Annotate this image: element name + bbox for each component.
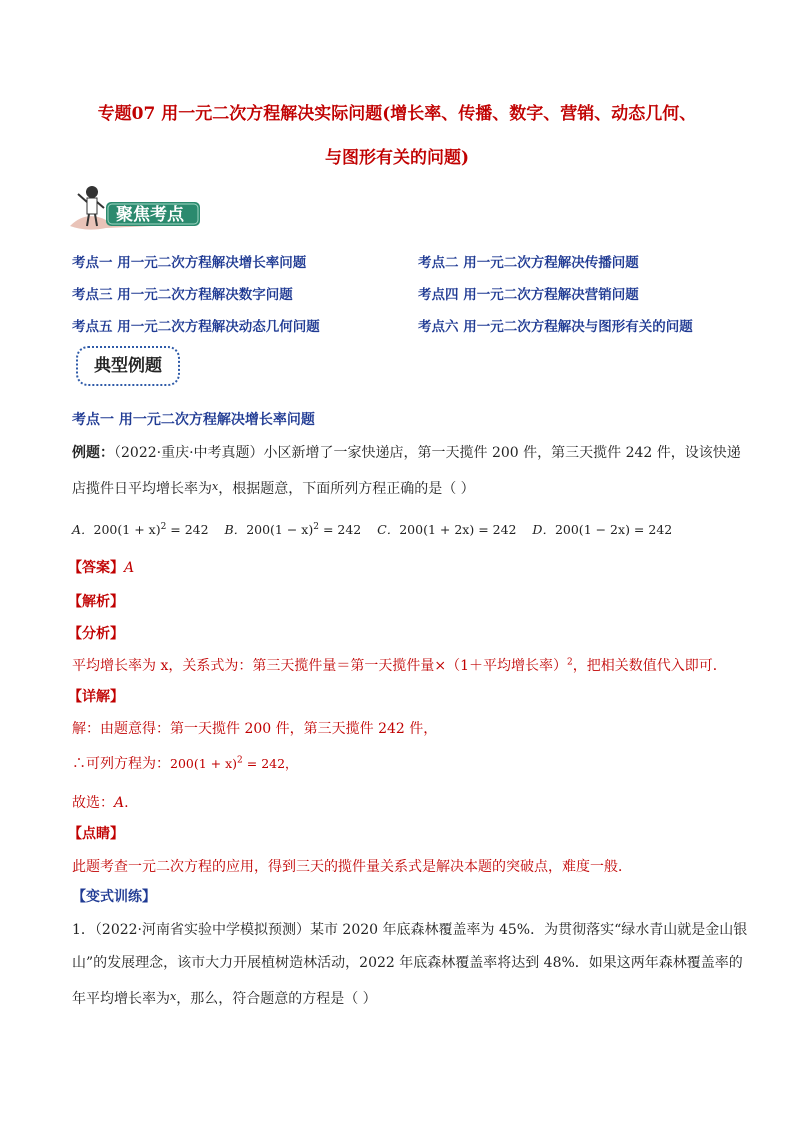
answer-value: A xyxy=(124,560,135,576)
xiangjie-line3 xyxy=(72,792,129,812)
xiangjie-line2 xyxy=(72,753,298,773)
option-a-label: A． xyxy=(72,522,94,537)
typical-examples-box: 典型例题 xyxy=(76,346,180,386)
xiangjie-eq: 200(1 + x) xyxy=(170,756,238,771)
xiangjie-line1: 解：由题意得：第一天揽件 200 件，第三天揽件 242 件， xyxy=(72,721,438,737)
option-c-eq: 200(1 + 2x) = 242 xyxy=(399,522,517,537)
xiangjie-sq: 2 xyxy=(237,755,243,766)
bianshi-label: 【变式训练】 xyxy=(72,889,156,905)
example-line1 xyxy=(72,442,741,462)
kaodian-5: 考点五 用一元二次方程解决动态几何问题 xyxy=(72,319,320,335)
kaodian-6: 考点六 用一元二次方程解决与图形有关的问题 xyxy=(418,319,693,335)
var-x: x xyxy=(212,480,219,493)
dianjing-label: 【点睛】 xyxy=(68,826,124,842)
option-d-eq: 200(1 − 2x) = 242 xyxy=(554,522,673,537)
option-a-eq: 200(1 + x) xyxy=(93,522,161,537)
xiangjie-label: 【详解】 xyxy=(68,689,124,705)
xiangjie-line3-text: 故选： xyxy=(72,795,114,811)
option-c-label: C． xyxy=(377,522,400,537)
xiangjie-line2-text: ∴可列方程为： xyxy=(72,756,170,772)
fenxi-text xyxy=(72,655,727,675)
kaodian-4: 考点四 用一元二次方程解决营销问题 xyxy=(418,287,639,303)
jiexi-label: 【解析】 xyxy=(68,594,124,610)
option-a-rhs: = 242 xyxy=(166,522,209,537)
kaodian-3: 考点三 用一元二次方程解决数字问题 xyxy=(72,287,293,303)
xiangjie-choice: A xyxy=(114,795,125,811)
fenxi-label: 【分析】 xyxy=(68,626,124,642)
q1-line2: 山”的发展理念，该市大力开展植树造林活动，2022 年底森林覆盖率将达到 48%．如果这两年森林覆盖率的 xyxy=(72,955,743,971)
example-options xyxy=(72,520,672,538)
page-title-line1: 专题07 用一元二次方程解决实际问题(增长率、传播、数字、营销、动态几何、 xyxy=(97,104,697,124)
kaodian-1: 考点一 用一元二次方程解决增长率问题 xyxy=(72,255,307,271)
example-text2b: ，根据题意，下面所列方程正确的是（ ） xyxy=(218,481,475,497)
example-text2a: 店揽件日平均增长率为 xyxy=(72,481,212,497)
option-b-sq: 2 xyxy=(313,521,319,532)
q1-line3 xyxy=(72,988,377,1008)
kaodian-2: 考点二 用一元二次方程解决传播问题 xyxy=(418,255,639,271)
focus-banner xyxy=(66,180,206,236)
answer-row xyxy=(68,557,134,577)
banner-label: 聚焦考点 xyxy=(116,205,184,225)
option-b-rhs: = 242 xyxy=(318,522,362,537)
fenxi-text-main: 平均增长率为 x，关系式为：第三天揽件量＝第一天揽件量×（1＋平均增长率） xyxy=(72,658,567,674)
example-text1: （2022·重庆·中考真题）小区新增了一家快递店，第一天揽件 200 件，第三天揽件 242 件，设该快递 xyxy=(114,445,741,461)
teacher-icon xyxy=(66,180,206,236)
example-label: 例题： xyxy=(72,445,114,461)
section-heading: 考点一 用一元二次方程解决增长率问题 xyxy=(72,412,315,428)
xiangjie-eq-rhs: = 242， xyxy=(242,756,298,771)
option-b-eq: 200(1 − x) xyxy=(246,522,314,537)
example-line2 xyxy=(72,478,475,498)
fenxi-sq: 2 xyxy=(566,657,573,668)
option-d-label: D． xyxy=(532,522,555,537)
answer-label: 【答案】 xyxy=(68,560,124,576)
option-a-sq: 2 xyxy=(160,521,167,532)
q1-var-x: x xyxy=(170,990,177,1003)
dianjing-text: 此题考查一元二次方程的应用，得到三天的揽件量关系式是解决本题的突破点，难度一般． xyxy=(72,859,632,875)
page-title-line2: 与图形有关的问题) xyxy=(324,148,470,168)
option-b-label: B． xyxy=(224,522,247,537)
q1-line3a: 年平均增长率为 xyxy=(72,991,170,1007)
xiangjie-period: . xyxy=(124,795,129,811)
q1-line3b: ，那么，符合题意的方程是（ ） xyxy=(176,991,377,1007)
q1-line1: 1．（2022·河南省实验中学模拟预测）某市 2020 年底森林覆盖率为 45%．为贯彻落实“绿水青山就是金山银 xyxy=(72,922,748,938)
fenxi-text-end: ，把相关数值代入即可． xyxy=(572,658,727,674)
